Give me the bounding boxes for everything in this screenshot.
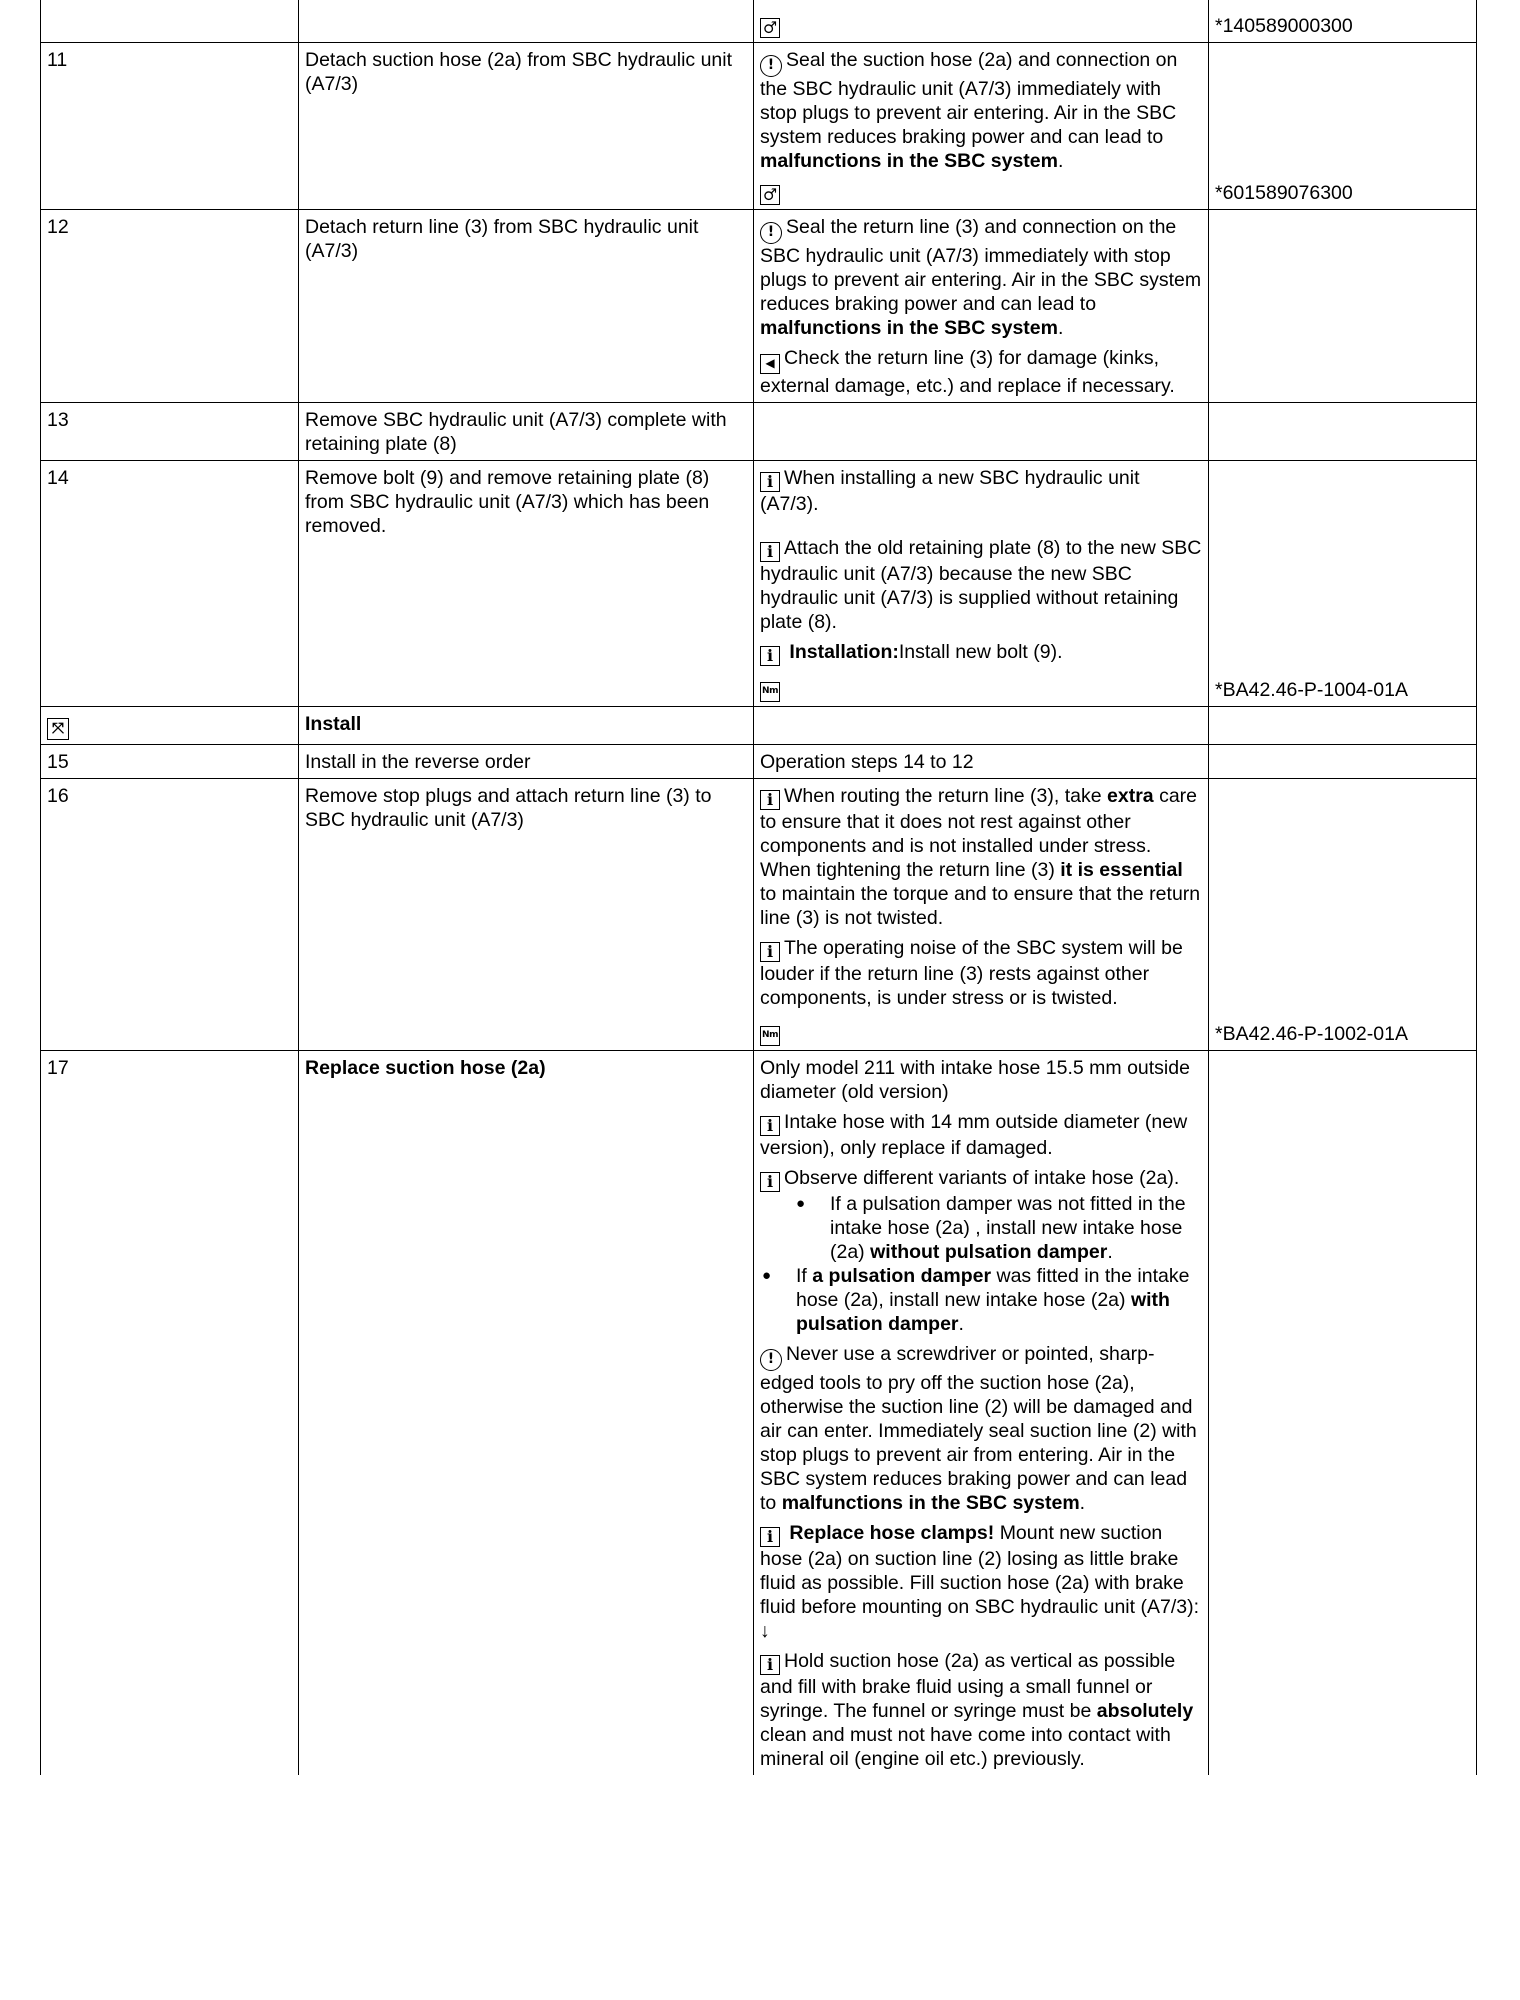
table-row: 14 Remove bolt (9) and remove retaining plate (8) from SBC hydraulic unit (A7/3) which has been removed. i When installing a new SBC hydraulic unit (A7/3). i Attach the old retaining plate (8) to the new SBC hydraulic unit (A7/3) because the new SBC hydraulic unit (A7/3) is supplied without retaining plate (8). i Installation:Install new bolt (9). Nm *BA42.46-P-1004-01A xyxy=(41,460,1477,706)
step-number: 17 xyxy=(41,1050,299,1775)
table-row xyxy=(41,744,1477,778)
down-arrow-icon[interactable]: ↓ xyxy=(760,1619,770,1642)
warning-icon: ! xyxy=(760,1349,782,1371)
warning-icon: ! xyxy=(760,222,782,244)
list-item: ● If a pulsation damper was fitted in the intake hose (2a), install new intake hose (2a) with pulsation damper. xyxy=(760,1264,1202,1336)
step-action: Install in the reverse order xyxy=(299,744,754,778)
warning-icon: ! xyxy=(760,55,782,77)
table-row: 17 Replace suction hose (2a) Only model 211 with intake hose 15.5 mm outside diameter (old version) i Intake hose with 14 mm outside diameter (new version), only replace if damaged. i Observe different variants of intake hose (2a). ● If a pulsation damper was not fitted in the intake hose (2a) , install new intake hose (2a) without pulsation damper. ● If a pulsation damper was fitted in the intake hose (2a), install new intake hose (2a) with pulsation damper. ! Never use a screwdriver or pointed, sharp-edged tools to pry off the suction hose (2a), otherwise the suction line (2) will be damaged and air can enter. Immediately seal suction line (2) with stop plugs to prevent air from entering. Air in the SBC system reduces braking power and can lead to malfunctions in the SBC system. i Replace hose clamps! Mount new suction hose (2a) on suction line (2) losing as little brake fluid as possible. Fill suction hose (2a) with brake fluid before mounting on SBC hydraulic unit (A7/3): ↓ i Hold suction hose (2a) as vertical as possible and fill with brake fluid using a small funnel or syringe. The funnel or syringe must be absolutely clean and must not have come into contact with mineral oil (engine oil etc.) previously. xyxy=(41,1050,1477,1775)
install-icon: ⤧ xyxy=(47,718,69,740)
step-number: 12 xyxy=(41,209,299,402)
procedure-table xyxy=(40,0,1477,1775)
tool-number[interactable]: *140589000300 xyxy=(1215,14,1353,37)
table-row xyxy=(41,706,1477,744)
variant-list xyxy=(760,1192,1202,1264)
step-number: 16 xyxy=(41,778,299,1050)
info-icon: i xyxy=(760,1116,780,1136)
info-icon: i xyxy=(760,1655,780,1675)
step-action: Remove stop plugs and attach return line (3) to SBC hydraulic unit (A7/3) xyxy=(299,778,754,1050)
table-row xyxy=(41,0,1477,42)
step-number: 14 xyxy=(41,460,299,706)
torque-reference[interactable]: *BA42.46-P-1002-01A xyxy=(1215,1022,1408,1045)
special-tool-icon[interactable]: ♂ xyxy=(760,185,780,205)
step-number: 11 xyxy=(41,42,299,209)
torque-icon[interactable]: Nm xyxy=(760,682,780,702)
step-number: 15 xyxy=(41,744,299,778)
list-item: ● If a pulsation damper was not fitted in the intake hose (2a) , install new intake hose (2a) without pulsation damper. xyxy=(760,1192,1202,1264)
info-icon: i xyxy=(760,790,780,810)
table-row xyxy=(41,402,1477,460)
variant-list xyxy=(760,1264,1202,1336)
info-icon: i xyxy=(760,1172,780,1192)
step-action: Remove SBC hydraulic unit (A7/3) complete with retaining plate (8) xyxy=(299,402,754,460)
info-icon: i xyxy=(760,942,780,962)
step-note: Operation steps 14 to 12 xyxy=(754,744,1209,778)
table-row: 11 Detach suction hose (2a) from SBC hydraulic unit (A7/3) ! Seal the suction hose (2a) and connection on the SBC hydraulic unit (A7/3) immediately with stop plugs to prevent air entering. Air in the SBC system reduces braking power and can lead to malfunctions in the SBC system. ♂ *601589076300 xyxy=(41,42,1477,209)
torque-reference[interactable]: *BA42.46-P-1004-01A xyxy=(1215,678,1408,701)
info-icon: i xyxy=(760,1527,780,1547)
info-icon: i xyxy=(760,472,780,492)
step-action: Replace suction hose (2a) xyxy=(305,1056,546,1079)
info-icon: i xyxy=(760,646,780,666)
table-row: 16 Remove stop plugs and attach return line (3) to SBC hydraulic unit (A7/3) i When routing the return line (3), take extra care to ensure that it does not rest against other components and is not installed under stress. When tightening the return line (3) it is essential to maintain the torque and to ensure that the return line (3) is not twisted. i The operating noise of the SBC system will be louder if the return line (3) rests against other components, is under stress or is twisted. Nm *BA42.46-P-1002-01A xyxy=(41,778,1477,1050)
info-icon: i xyxy=(760,542,780,562)
table-row: 12 Detach return line (3) from SBC hydraulic unit (A7/3) ! Seal the return line (3) and connection on the SBC hydraulic unit (A7/3) immediately with stop plugs to prevent air entering. Air in the SBC system reduces braking power and can lead to malfunctions in the SBC system. ◀ Check the return line (3) for damage (kinks, external damage, etc.) and replace if necessary. xyxy=(41,209,1477,402)
step-action: Detach return line (3) from SBC hydraulic unit (A7/3) xyxy=(299,209,754,402)
tool-number[interactable]: *601589076300 xyxy=(1215,181,1353,204)
section-heading: Install xyxy=(305,712,362,735)
step-action: Detach suction hose (2a) from SBC hydraulic unit (A7/3) xyxy=(299,42,754,209)
step-action: Remove bolt (9) and remove retaining plate (8) from SBC hydraulic unit (A7/3) which has been removed. xyxy=(299,460,754,706)
check-icon: ◀ xyxy=(760,354,780,374)
special-tool-icon[interactable]: ♂ xyxy=(760,18,780,38)
torque-icon[interactable]: Nm xyxy=(760,1026,780,1046)
step-number: 13 xyxy=(41,402,299,460)
